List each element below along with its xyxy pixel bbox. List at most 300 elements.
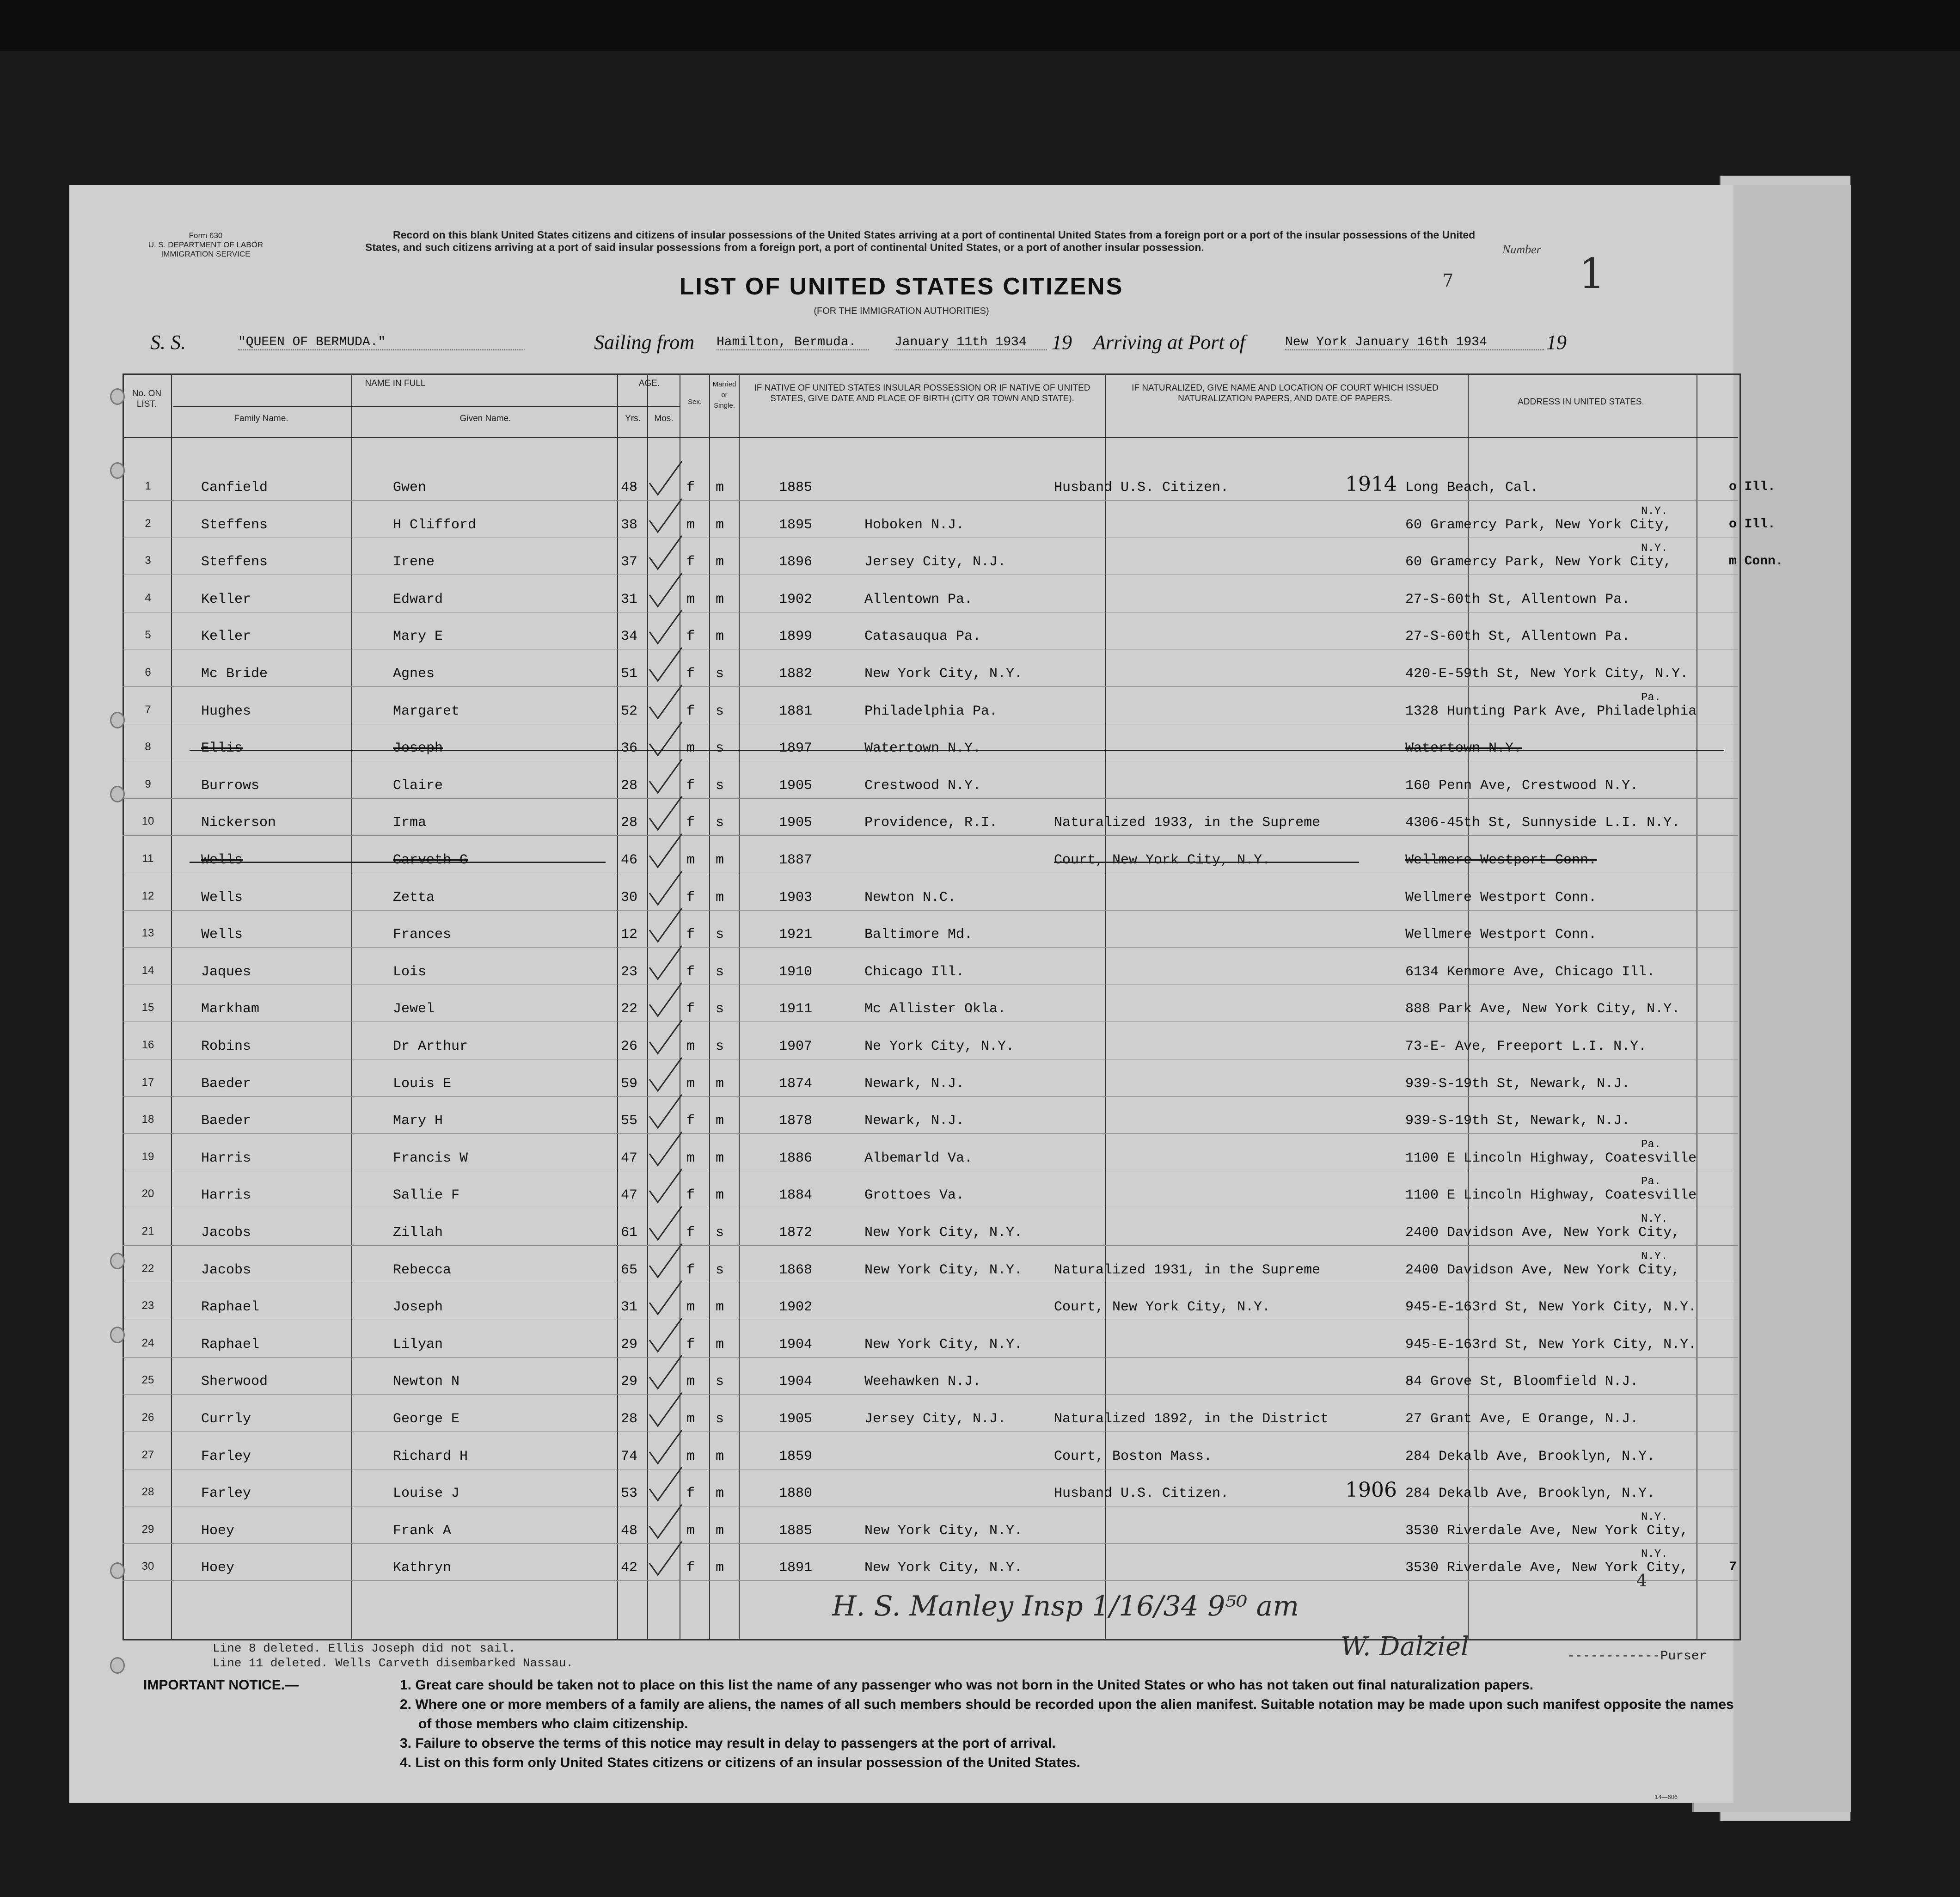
- cell-place: Newton N.C.: [864, 889, 956, 906]
- check-mark-icon: [645, 1128, 686, 1170]
- header-subrule: [173, 406, 680, 407]
- cell-addr: 2400 Davidson Ave, New York City,: [1405, 1262, 1680, 1278]
- header-sex: Sex.: [687, 398, 702, 406]
- cell-no: 22: [141, 1262, 154, 1275]
- cell-family: Wells: [201, 889, 243, 906]
- notice-item-3: 3. Failure to observe the terms of this notice may result in delay to passengers at the port of arrival.: [400, 1736, 1056, 1751]
- cell-sex: f: [686, 629, 695, 645]
- cell-no: 3: [145, 554, 151, 567]
- cell-addr: 2400 Davidson Ave, New York City,: [1405, 1225, 1680, 1241]
- punch-hole: [110, 1657, 125, 1674]
- check-mark-icon: [645, 793, 686, 834]
- cell-addr: 939-S-19th St, Newark, N.J.: [1405, 1113, 1630, 1129]
- cell-age: 29: [621, 1336, 638, 1352]
- cell-age: 28: [621, 777, 638, 794]
- cell-given: Margaret: [393, 703, 460, 719]
- cell-given: Lilyan: [393, 1336, 443, 1352]
- cell-addr: 1328 Hunting Park Ave, Philadelphia: [1405, 703, 1697, 719]
- cell-family: Wells: [201, 927, 243, 943]
- sailing-label: Sailing from: [594, 331, 695, 354]
- cell-place: Chicago Ill.: [864, 964, 965, 980]
- punch-hole: [110, 712, 125, 728]
- cell-addr-state: N.Y.: [1641, 1511, 1668, 1524]
- number-value: 1: [1579, 250, 1605, 298]
- cell-addr-state: N.Y.: [1641, 1250, 1668, 1263]
- cell-age: 28: [621, 1411, 638, 1427]
- cell-given: Gwen: [393, 480, 427, 496]
- cell-no: 1: [145, 480, 151, 492]
- cell-given: Agnes: [393, 666, 435, 682]
- cell-year: 1907: [779, 1039, 813, 1054]
- cell-given: Newton N: [393, 1374, 460, 1390]
- department: U. S. DEPARTMENT OF LABOR: [148, 240, 263, 249]
- cell-family: Steffens: [201, 517, 268, 533]
- page-subtitle: (FOR THE IMMIGRATION AUTHORITIES): [814, 306, 989, 316]
- deletion-strike: [190, 750, 1724, 751]
- cell-sex: f: [686, 1187, 695, 1204]
- header-yrs: Yrs.: [625, 414, 641, 423]
- cell-family: Hoey: [201, 1523, 235, 1539]
- cell-nat: Naturalized 1931, in the Supreme: [1054, 1262, 1321, 1278]
- cell-ms: m: [716, 1486, 724, 1502]
- cell-no: 12: [141, 889, 154, 902]
- cell-place: Albemarld Va.: [864, 1150, 973, 1166]
- punch-hole: [110, 1562, 125, 1579]
- check-mark-icon: [645, 942, 686, 984]
- cell-addr-state: Pa.: [1641, 691, 1661, 704]
- cell-no: 9: [145, 777, 151, 790]
- cell-no: 26: [141, 1411, 154, 1424]
- number-label: Number: [1502, 243, 1541, 256]
- intro-text: Record on this blank United States citizens and citizens of insular possessions of the United States arriving at a port of continental United States from a foreign port or a port of the insular possessions of the United States, and such citizens arriving at a port of said insular possessions from a foreign port, a port of continental United States, or a port of another insular possession.: [365, 229, 1476, 253]
- cell-nat: Naturalized 1933, in the Supreme: [1054, 815, 1321, 831]
- cell-sex: f: [686, 1001, 695, 1017]
- cell-addr: 60 Gramercy Park, New York City,: [1405, 554, 1672, 570]
- page-title: LIST OF UNITED STATES CITIZENS: [679, 273, 1124, 300]
- cell-place: New York City, N.Y.: [864, 666, 1023, 682]
- notice-item-1: 1. Great care should be taken not to place on this list the name of any passenger who was not born in the United States or who has not taken out final naturalization papers.: [400, 1677, 1534, 1693]
- cell-ms: s: [716, 1225, 724, 1241]
- cell-sex: f: [686, 1262, 695, 1278]
- cell-given: Irma: [393, 815, 427, 831]
- cell-year: 1895: [779, 517, 813, 533]
- cell-family: Keller: [201, 591, 251, 607]
- cell-no: 20: [141, 1187, 154, 1200]
- manifest-page: [69, 185, 1783, 1803]
- check-mark-icon: [645, 532, 686, 574]
- check-mark-icon: [645, 1352, 686, 1393]
- check-mark-icon: [645, 495, 686, 537]
- table-row-rule: [122, 1133, 1738, 1134]
- check-mark-icon: [645, 681, 686, 723]
- cell-given: Joseph: [393, 1299, 443, 1316]
- cell-addr: Wellmere Westport Conn.: [1405, 927, 1597, 943]
- cell-given: Louise J: [393, 1486, 460, 1502]
- cell-no: 23: [141, 1299, 154, 1312]
- voyage-line: [150, 330, 1676, 358]
- header-given: Given Name.: [459, 414, 511, 423]
- cell-year: 1897: [779, 740, 813, 757]
- header-family: Family Name.: [234, 414, 288, 423]
- cell-age: 42: [621, 1560, 638, 1576]
- cell-addr: 6134 Kenmore Ave, Chicago Ill.: [1405, 964, 1655, 980]
- cell-addr: 60 Gramercy Park, New York City,: [1405, 517, 1672, 533]
- cell-ms: s: [716, 815, 724, 831]
- inspector-signature: H. S. Manley Insp 1/16/34 9⁵⁰ am: [832, 1590, 1299, 1622]
- cell-addr: 1100 E Lincoln Highway, Coatesville: [1405, 1187, 1697, 1204]
- cell-given: Edward: [393, 591, 443, 607]
- cell-nat: Court, Boston Mass.: [1054, 1448, 1213, 1464]
- check-mark-icon: [645, 905, 686, 946]
- count-mark: 4: [1636, 1572, 1647, 1591]
- cell-year: 1896: [779, 554, 813, 570]
- table-column-rule: [351, 373, 352, 1639]
- cell-family: Baeder: [201, 1113, 251, 1129]
- cell-no: 17: [141, 1076, 154, 1089]
- cell-year: 1868: [779, 1262, 813, 1278]
- cell-ms: s: [716, 1411, 724, 1427]
- cell-age: 31: [621, 591, 638, 607]
- cell-year: 1902: [779, 591, 813, 607]
- table-column-rule: [739, 373, 740, 1639]
- cell-ms: m: [716, 1560, 724, 1576]
- cell-sex: f: [686, 1113, 695, 1129]
- table-row-rule: [122, 1245, 1738, 1246]
- cell-age: 65: [621, 1262, 638, 1278]
- cell-no: 15: [141, 1001, 154, 1014]
- cell-age: 29: [621, 1374, 638, 1390]
- cell-ms: s: [716, 1001, 724, 1017]
- cell-sex: m: [686, 1299, 695, 1316]
- cell-addr-state: N.Y.: [1641, 505, 1668, 518]
- cell-nat: Court, New York City, N.Y.: [1054, 852, 1271, 868]
- ship-name: "QUEEN OF BERMUDA.": [238, 335, 525, 350]
- header-birth: IF NATIVE OF UNITED STATES INSULAR POSSESSION OR IF NATIVE OF UNITED STATES, GIVE DATE AND PLACE OF BIRTH (CITY OR TOWN AND STATE).: [754, 383, 1090, 404]
- cell-sex: f: [686, 666, 695, 682]
- cell-family: Wells: [201, 852, 243, 868]
- cell-year: 1910: [779, 964, 813, 980]
- header-name-in-full: NAME IN FULL: [365, 379, 426, 388]
- cell-year: 1884: [779, 1187, 813, 1204]
- cell-given: H Clifford: [393, 517, 477, 533]
- cell-nat-handwritten: 1906: [1345, 1478, 1397, 1502]
- header-naturalized: IF NATURALIZED, GIVE NAME AND LOCATION OF COURT WHICH ISSUED NATURALIZATION PAPERS, AND DATE OF PAPERS.: [1132, 383, 1439, 404]
- cell-year: 1911: [779, 1001, 813, 1017]
- cell-no: 2: [145, 517, 151, 530]
- cell-no: 10: [141, 815, 154, 828]
- check-mark-icon: [645, 1240, 686, 1282]
- check-mark-icon: [645, 1538, 686, 1579]
- table-row-rule: [122, 910, 1738, 911]
- check-mark-icon: [645, 644, 686, 685]
- note-line-11: Line 11 deleted. Wells Carveth disembarked Nassau.: [213, 1656, 574, 1670]
- cell-family: Nickerson: [201, 815, 276, 831]
- cell-right: m Conn.: [1729, 554, 1783, 569]
- punch-hole: [110, 786, 125, 802]
- table-row-rule: [122, 686, 1738, 687]
- check-mark-icon: [645, 1054, 686, 1095]
- cell-place: Allentown Pa.: [864, 591, 973, 607]
- cell-year: 1859: [779, 1448, 813, 1464]
- header-married: Married or Single.: [712, 380, 736, 410]
- cell-sex: f: [686, 1486, 695, 1502]
- arriving-label: Arriving at Port of: [1093, 331, 1245, 354]
- cell-given: Zetta: [393, 889, 435, 906]
- year-label-2: 19: [1546, 331, 1567, 354]
- cell-ms: m: [716, 1076, 724, 1092]
- cell-no: 30: [141, 1560, 154, 1573]
- header-age: AGE.: [638, 379, 660, 388]
- header-address: ADDRESS IN UNITED STATES.: [1518, 397, 1644, 407]
- cell-age: 61: [621, 1225, 638, 1241]
- cell-place: Watertown N.Y.: [864, 740, 981, 757]
- cell-no: 29: [141, 1523, 154, 1536]
- check-mark-icon: [645, 1091, 686, 1132]
- cell-place: Mc Allister Okla.: [864, 1001, 1006, 1017]
- cell-year: 1903: [779, 889, 813, 906]
- cell-given: Mary E: [393, 629, 443, 645]
- cell-place: Jersey City, N.J.: [864, 1411, 1006, 1427]
- sailing-from: Hamilton, Bermuda.: [717, 335, 869, 350]
- cell-addr: Watertown N.Y.: [1405, 740, 1522, 757]
- cell-given: Frank A: [393, 1523, 452, 1539]
- cell-addr: Long Beach, Cal.: [1405, 480, 1539, 496]
- cell-family: Baeder: [201, 1076, 251, 1092]
- cell-year: 1921: [779, 927, 813, 943]
- cell-sex: m: [686, 1523, 695, 1539]
- check-mark-icon: [645, 1463, 686, 1505]
- cell-family: Steffens: [201, 554, 268, 570]
- cell-given: Dr Arthur: [393, 1039, 468, 1054]
- cell-addr: 888 Park Ave, New York City, N.Y.: [1405, 1001, 1680, 1017]
- cell-sex: f: [686, 964, 695, 980]
- cell-family: Farley: [201, 1486, 251, 1502]
- notice-item-4: 4. List on this form only United States citizens or citizens of an insular possession of the United States.: [400, 1755, 1080, 1770]
- cell-addr: 4306-45th St, Sunnyside L.I. N.Y.: [1405, 815, 1680, 831]
- cell-addr: 160 Penn Ave, Crestwood N.Y.: [1405, 777, 1639, 794]
- cell-age: 74: [621, 1448, 638, 1464]
- cell-age: 37: [621, 554, 638, 570]
- cell-given: Sallie F: [393, 1187, 460, 1204]
- cell-addr: 945-E-163rd St, New York City, N.Y.: [1405, 1336, 1697, 1352]
- check-mark-icon: [645, 1277, 686, 1319]
- purser-line: ------------Purser: [1567, 1649, 1707, 1664]
- cell-sex: m: [686, 1411, 695, 1427]
- cell-no: 4: [145, 591, 151, 604]
- cell-family: Ellis: [201, 740, 243, 757]
- cell-ms: s: [716, 703, 724, 719]
- purser-signature: W. Dalziel: [1341, 1632, 1470, 1662]
- film-edge: [0, 0, 1960, 51]
- deletion-strike: [190, 862, 606, 863]
- cell-year: 1886: [779, 1150, 813, 1166]
- cell-sex: f: [686, 480, 695, 496]
- table-row-rule: [122, 1543, 1738, 1544]
- table-row-rule: [122, 500, 1738, 501]
- cell-age: 47: [621, 1187, 638, 1204]
- cell-age: 59: [621, 1076, 638, 1092]
- cell-year: 1905: [779, 1411, 813, 1427]
- cell-given: Richard H: [393, 1448, 468, 1464]
- cell-place: Newark, N.J.: [864, 1076, 965, 1092]
- cell-sex: f: [686, 777, 695, 794]
- cell-addr: 84 Grove St, Bloomfield N.J.: [1405, 1374, 1639, 1390]
- cell-family: Robins: [201, 1039, 251, 1054]
- check-mark-icon: [645, 458, 686, 499]
- punch-hole: [110, 1253, 125, 1269]
- cell-no: 27: [141, 1448, 154, 1461]
- cell-age: 28: [621, 815, 638, 831]
- cell-given: Mary H: [393, 1113, 443, 1129]
- cell-family: Raphael: [201, 1336, 260, 1352]
- cell-sex: m: [686, 740, 695, 757]
- cell-sex: f: [686, 1560, 695, 1576]
- cell-nat-handwritten: 1914: [1345, 472, 1397, 496]
- cell-ms: m: [716, 1336, 724, 1352]
- cell-year: 1905: [779, 777, 813, 794]
- cell-given: Irene: [393, 554, 435, 570]
- cell-ms: s: [716, 927, 724, 943]
- cell-no: 14: [141, 964, 154, 977]
- cell-age: 26: [621, 1039, 638, 1054]
- cell-ms: s: [716, 740, 724, 757]
- cell-addr-state: Pa.: [1641, 1175, 1661, 1188]
- cell-sex: m: [686, 852, 695, 868]
- cell-year: 1904: [779, 1336, 813, 1352]
- header-mos: Mos.: [654, 414, 674, 423]
- cell-age: 51: [621, 666, 638, 682]
- cell-right: o Ill.: [1729, 517, 1776, 532]
- cell-sex: f: [686, 889, 695, 906]
- cell-age: 46: [621, 852, 638, 868]
- cell-ms: m: [716, 1299, 724, 1316]
- cell-ms: m: [716, 554, 724, 570]
- arriving-port: New York January 16th 1934: [1285, 335, 1544, 350]
- cell-place: Grottoes Va.: [864, 1187, 965, 1204]
- table-row-rule: [122, 1096, 1738, 1097]
- margin-note: 7: [1442, 270, 1454, 291]
- cell-age: 48: [621, 480, 638, 496]
- check-mark-icon: [645, 1426, 686, 1468]
- note-line-8: Line 8 deleted. Ellis Joseph did not sail.: [213, 1641, 516, 1655]
- cell-family: Harris: [201, 1187, 251, 1204]
- notice-item-2: 2. Where one or more members of a family are aliens, the names of all such members should be recorded upon the alien manifest. Suitable notation may be made upon such manifest opposite the names of those members who claim citizenship.: [400, 1697, 1734, 1732]
- cell-given: Louis E: [393, 1076, 452, 1092]
- cell-sex: m: [686, 1076, 695, 1092]
- cell-year: 1880: [779, 1486, 813, 1502]
- cell-family: Jacobs: [201, 1225, 251, 1241]
- form-code: 14—606: [1655, 1793, 1678, 1800]
- cell-ms: m: [716, 1187, 724, 1204]
- cell-addr: 27 Grant Ave, E Orange, N.J.: [1405, 1411, 1639, 1427]
- cell-no: 6: [145, 666, 151, 679]
- cell-family: Hoey: [201, 1560, 235, 1576]
- table-column-rule: [617, 373, 618, 1639]
- check-mark-icon: [645, 1165, 686, 1207]
- check-mark-icon: [645, 718, 686, 760]
- cell-nat: Husband U.S. Citizen.: [1054, 1486, 1229, 1502]
- cell-given: Zillah: [393, 1225, 443, 1241]
- cell-no: 19: [141, 1150, 154, 1163]
- check-mark-icon: [645, 1389, 686, 1431]
- cell-no: 21: [141, 1225, 154, 1237]
- cell-age: 47: [621, 1150, 638, 1166]
- cell-place: Providence, R.I.: [864, 815, 998, 831]
- cell-age: 30: [621, 889, 638, 906]
- cell-ms: s: [716, 777, 724, 794]
- table-row-rule: [122, 947, 1738, 948]
- cell-addr: 27-S-60th St, Allentown Pa.: [1405, 629, 1630, 645]
- deletion-strike: [1054, 862, 1359, 863]
- cell-sex: m: [686, 1150, 695, 1166]
- cell-family: Farley: [201, 1448, 251, 1464]
- cell-year: 1878: [779, 1113, 813, 1129]
- cell-age: 48: [621, 1523, 638, 1539]
- cell-year: 1882: [779, 666, 813, 682]
- cell-addr: 945-E-163rd St, New York City, N.Y.: [1405, 1299, 1697, 1316]
- cell-addr-state: Pa.: [1641, 1138, 1661, 1151]
- punch-hole: [110, 462, 125, 479]
- cell-ms: s: [716, 1039, 724, 1054]
- cell-ms: m: [716, 591, 724, 607]
- service: IMMIGRATION SERVICE: [161, 250, 251, 258]
- table-row-rule: [122, 1357, 1738, 1358]
- cell-no: 16: [141, 1039, 154, 1051]
- cell-sex: m: [686, 1448, 695, 1464]
- cell-sex: f: [686, 554, 695, 570]
- cell-sex: m: [686, 517, 695, 533]
- cell-sex: m: [686, 591, 695, 607]
- cell-family: Keller: [201, 629, 251, 645]
- check-mark-icon: [645, 606, 686, 648]
- punch-hole: [110, 1327, 125, 1343]
- cell-ms: m: [716, 480, 724, 496]
- cell-sex: f: [686, 703, 695, 719]
- cell-age: 36: [621, 740, 638, 757]
- cell-ms: s: [716, 964, 724, 980]
- cell-given: Carveth G: [393, 852, 468, 868]
- cell-age: 52: [621, 703, 638, 719]
- check-mark-icon: [645, 1315, 686, 1356]
- cell-right: o Ill.: [1729, 480, 1776, 494]
- cell-ms: m: [716, 629, 724, 645]
- cell-given: Rebecca: [393, 1262, 452, 1278]
- cell-family: Canfield: [201, 480, 268, 496]
- cell-addr-state: N.Y.: [1641, 1548, 1668, 1561]
- cell-place: New York City, N.Y.: [864, 1523, 1023, 1539]
- cell-no: 24: [141, 1336, 154, 1349]
- cell-addr: 27-S-60th St, Allentown Pa.: [1405, 591, 1630, 607]
- cell-family: Currly: [201, 1411, 251, 1427]
- cell-no: 28: [141, 1486, 154, 1499]
- check-mark-icon: [645, 1203, 686, 1244]
- cell-right: 7: [1729, 1560, 1737, 1575]
- cell-family: Jaques: [201, 964, 251, 980]
- cell-ms: m: [716, 517, 724, 533]
- cell-place: Jersey City, N.J.: [864, 554, 1006, 570]
- cell-no: 7: [145, 703, 151, 716]
- cell-sex: m: [686, 1039, 695, 1054]
- cell-no: 8: [145, 740, 151, 753]
- punch-hole: [110, 388, 125, 405]
- cell-addr: Wellmere Westport Conn.: [1405, 852, 1597, 868]
- header-no: No. ON LIST.: [132, 389, 162, 409]
- check-mark-icon: [645, 756, 686, 797]
- cell-family: Markham: [201, 1001, 260, 1017]
- check-mark-icon: [645, 1016, 686, 1058]
- table-row-rule: [122, 835, 1738, 836]
- cell-year: 1872: [779, 1225, 813, 1241]
